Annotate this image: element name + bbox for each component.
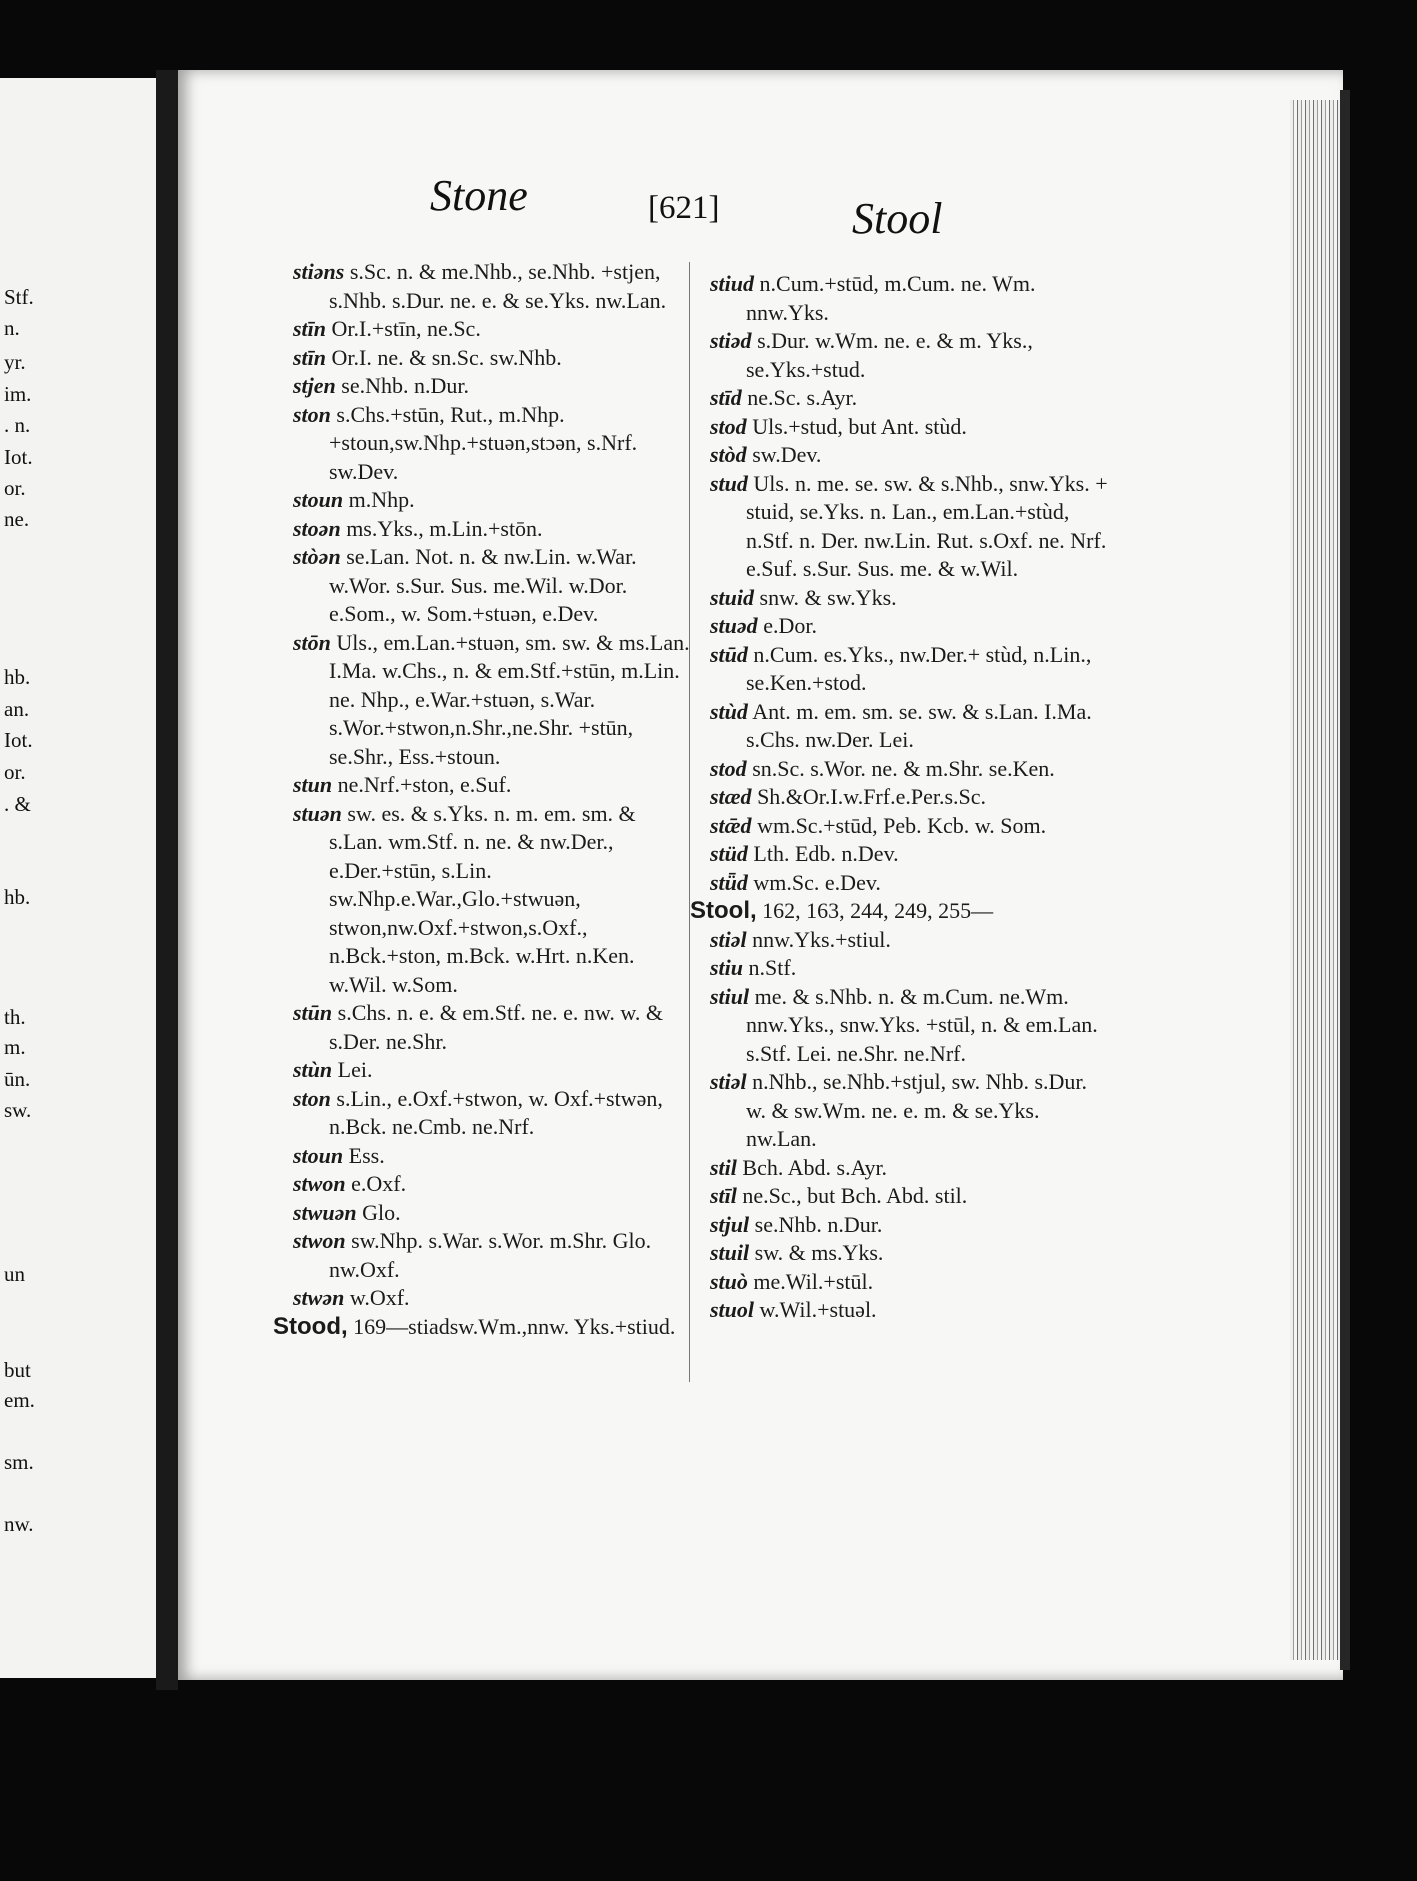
dictionary-entry: [283, 486, 693, 515]
dictionary-entry: [700, 612, 1110, 641]
entry-text: ne.Nrf.+ston, e.Suf.: [337, 772, 512, 797]
dictionary-entry: [283, 543, 693, 629]
dictionary-entry: [700, 413, 1110, 442]
entry-word: stiəns: [293, 259, 345, 284]
dictionary-entry: [700, 470, 1110, 584]
entry-word: stiəd: [710, 328, 752, 353]
stood-entry: [273, 1312, 693, 1342]
entry-text: wm.Sc. e.Dev.: [753, 869, 881, 895]
entry-text: se.Nhb. n.Dur.: [341, 373, 470, 398]
left-page-text-fragment: ne.: [4, 507, 30, 531]
entry-text: Uls.+stud, but Ant. stùd.: [752, 413, 967, 439]
entry-text: e.Oxf.: [351, 1171, 407, 1196]
entry-word: stīn: [293, 316, 327, 341]
entry-text: s.Lin., e.Oxf.+stwon, w. Oxf.+stwən, n.Bck. ne.Cmb. ne.Nrf.: [329, 1085, 663, 1139]
entry-word: stòən: [293, 544, 341, 569]
entry-word: stun: [293, 772, 333, 797]
entry-text: s.Chs.+stūn, Rut., m.Nhp. +stoun,sw.Nhp.+stuən,stɔən, s.Nrf. sw.Dev.: [329, 401, 638, 484]
left-page-text-fragment: hb.: [4, 665, 31, 689]
dictionary-entry: [283, 344, 693, 373]
entry-word: stuò: [710, 1268, 748, 1294]
entry-text: se.Nhb. n.Dur.: [754, 1211, 883, 1237]
header-left-word: Stone: [430, 171, 528, 220]
dictionary-entry: [283, 1227, 693, 1284]
entry-word: stüd: [710, 841, 748, 866]
dictionary-entry: [700, 783, 1110, 812]
entry-text: me. & s.Nhb. n. & m.Cum. ne.Wm. nnw.Yks., snw.Yks. +stūl, n. & em.Lan. s.Stf. Lei. ne.Shr. ne.Nrf.: [746, 983, 1098, 1066]
dictionary-entry: [700, 954, 1110, 983]
entry-word: ston: [293, 401, 331, 427]
left-page-text-fragment: sm.: [4, 1450, 34, 1474]
dictionary-entry: [283, 771, 693, 800]
dictionary-entry: [700, 1068, 1110, 1154]
entry-word: stoun: [293, 1142, 344, 1168]
left-page-text-fragment: or.: [4, 476, 26, 500]
dictionary-entry: [700, 869, 1110, 898]
left-column: [273, 258, 693, 1341]
entry-word: stoun: [293, 487, 344, 512]
book-gutter: [156, 70, 178, 1690]
entry-text: Lth. Edb. n.Dev.: [753, 841, 899, 866]
entry-word: ston: [293, 1085, 331, 1111]
dictionary-entry: [700, 1211, 1110, 1240]
entry-text: Sh.&Or.I.w.Frf.e.Per.s.Sc.: [757, 784, 987, 809]
entry-text: nnw.Yks.+stiul.: [752, 926, 891, 952]
entry-word: stūn: [293, 1000, 333, 1025]
right-column: [690, 270, 1110, 1325]
dictionary-entry: [700, 1296, 1110, 1325]
entry-text: snw. & sw.Yks.: [759, 584, 897, 610]
dictionary-entry: [700, 1268, 1110, 1297]
left-page-text-fragment: nw.: [4, 1512, 34, 1536]
stood-entry-text: 169—stiadsw.Wm.,nnw. Yks.+stiud.: [353, 1313, 676, 1339]
dictionary-entry: [700, 755, 1110, 784]
left-page-text-fragment: an.: [4, 697, 30, 721]
entry-word: stuəd: [710, 613, 758, 638]
entry-word: stùd: [710, 698, 748, 724]
entry-word: stil: [710, 1154, 737, 1180]
left-page-text-fragment: but: [4, 1358, 31, 1382]
dictionary-entry: [700, 384, 1110, 413]
dictionary-entry: [283, 401, 693, 487]
left-page-text-fragment: ūn.: [4, 1067, 31, 1091]
dictionary-entry: [283, 258, 693, 315]
entry-word: stud: [710, 470, 748, 496]
dictionary-entry: [283, 1199, 693, 1228]
dictionary-entry: [283, 800, 693, 1000]
left-page-text-fragment: . n.: [4, 413, 31, 437]
entry-text: sw.Nhp. s.War. s.Wor. m.Shr. Glo. nw.Oxf.: [329, 1228, 652, 1282]
left-page-text-fragment: . &: [4, 792, 31, 816]
dictionary-entry: [700, 641, 1110, 698]
entry-text: Uls., em.Lan.+stuən, sm. sw. & ms.Lan. I.Ma. w.Chs., n. & em.Stf.+stūn, m.Lin. ne. Nhp., e.War.+stuən, s.War. s.Wor.+stwon,n.Shr.,ne.Shr. +stūn, se.Shr., Ess.+stoun.: [329, 629, 690, 769]
dictionary-entry: [700, 1182, 1110, 1211]
left-page-text-fragment: or.: [4, 760, 26, 784]
entry-word: stǖd: [710, 869, 748, 895]
entry-word: stǣd: [710, 812, 752, 838]
left-page-text-fragment: un: [4, 1262, 25, 1286]
entry-word: stiud: [710, 271, 755, 296]
left-page-text-fragment: em.: [4, 1388, 35, 1412]
entry-text: n.Nhb., se.Nhb.+stjul, sw. Nhb. s.Dur. w. & sw.Wm. ne. e. m. & se.Yks. nw.Lan.: [746, 1069, 1088, 1151]
dictionary-entry: [700, 926, 1110, 955]
stool-entry-text: 162, 163, 244, 249, 255—: [762, 898, 994, 923]
dictionary-entry: [700, 812, 1110, 841]
left-page-text-fragment: sw.: [4, 1098, 32, 1122]
entry-text: w.Oxf.: [349, 1285, 410, 1310]
entry-word: stwon: [293, 1228, 346, 1253]
entry-word: stoən: [293, 515, 341, 541]
entry-word: stiəl: [710, 926, 747, 952]
entry-text: sw.Dev.: [752, 442, 822, 467]
entry-word: stuil: [710, 1240, 750, 1265]
entry-text: n.Cum. es.Yks., nw.Der.+ stùd, n.Lin., se.Ken.+stod.: [746, 641, 1092, 695]
entry-word: stæd: [710, 784, 752, 809]
entry-word: stuid: [710, 584, 755, 610]
dictionary-entry: [700, 1239, 1110, 1268]
entry-text: s.Dur. w.Wm. ne. e. & m. Yks., se.Yks.+stud.: [746, 328, 1033, 382]
left-page-text-fragment: yr.: [4, 350, 26, 374]
dictionary-entry: [700, 441, 1110, 470]
cover-edge: [1340, 90, 1350, 1670]
entry-text: ne.Sc. s.Ayr.: [747, 385, 858, 410]
stood-headword: Stood,: [273, 1312, 348, 1340]
page-number: [621]: [648, 190, 720, 226]
dictionary-entry: [283, 629, 693, 772]
entry-word: stwon: [293, 1171, 346, 1196]
dictionary-entry: [700, 840, 1110, 869]
entry-text: Glo.: [362, 1199, 401, 1225]
entry-text: s.Sc. n. & me.Nhb., se.Nhb. +stjen, s.Nhb. s.Dur. ne. e. & se.Yks. nw.Lan.: [329, 259, 667, 313]
entry-text: me.Wil.+stūl.: [753, 1268, 874, 1294]
dictionary-entry: [700, 1154, 1110, 1183]
left-page-text-fragment: n.: [4, 316, 20, 340]
dictionary-entry: [700, 584, 1110, 613]
entry-word: stod: [710, 755, 747, 781]
dictionary-entry: [700, 270, 1110, 327]
left-page-text-fragment: th.: [4, 1005, 26, 1029]
entry-word: stùn: [293, 1057, 333, 1082]
entry-text: n.Stf.: [748, 955, 797, 980]
entry-text: sw. & ms.Yks.: [754, 1240, 884, 1265]
entry-word: stīl: [710, 1183, 737, 1208]
dictionary-entry: [700, 698, 1110, 755]
entry-word: stòd: [710, 442, 747, 467]
dictionary-entry: [283, 1284, 693, 1313]
entry-text: ne.Sc., but Bch. Abd. stil.: [742, 1183, 968, 1208]
stool-entry: [690, 897, 1110, 926]
dictionary-entry: [700, 327, 1110, 384]
entry-text: Ess.: [348, 1142, 385, 1168]
left-page-edge: [0, 78, 168, 1678]
left-page-text-fragment: Iot.: [4, 445, 33, 469]
left-page-text-fragment: Iot.: [4, 728, 33, 752]
entry-text: sw. es. & s.Yks. n. m. em. sm. & s.Lan. wm.Stf. n. ne. & nw.Der., e.Der.+stūn, s.Lin. sw.Nhp.e.War.,Glo.+stwuən, stwon,nw.Oxf.+stwon,s.Oxf., n.Bck.+ston, m.Bck. w.Hrt. n.Ken. w.Wil. w.Som.: [329, 800, 636, 997]
dictionary-entry: [283, 1056, 693, 1085]
entry-word: stiəl: [710, 1069, 747, 1094]
entry-text: n.Cum.+stūd, m.Cum. ne. Wm. nnw.Yks.: [746, 271, 1036, 325]
entry-text: Or.I.+stīn, ne.Sc.: [331, 316, 481, 341]
entry-text: Ant. m. em. sm. se. sw. & s.Lan. I.Ma. s.Chs. nw.Der. Lei.: [746, 698, 1092, 752]
entry-word: stīn: [293, 344, 327, 370]
entry-word: stuən: [293, 800, 342, 826]
header-right-word: Stool: [852, 194, 943, 243]
entry-word: stjul: [710, 1211, 750, 1237]
entry-text: Or.I. ne. & sn.Sc. sw.Nhb.: [331, 344, 562, 370]
entry-word: stwuən: [293, 1199, 357, 1225]
entry-text: Lei.: [337, 1057, 373, 1082]
entry-text: ms.Yks., m.Lin.+stōn.: [346, 515, 543, 541]
entry-word: stjen: [293, 373, 336, 398]
left-page-text-fragment: Stf.: [4, 285, 34, 309]
entry-word: stod: [710, 413, 747, 439]
entry-text: Bch. Abd. s.Ayr.: [742, 1154, 888, 1180]
entry-text: e.Dor.: [763, 613, 817, 638]
dictionary-entry: [700, 983, 1110, 1069]
dictionary-entry: [283, 1170, 693, 1199]
entry-word: stwən: [293, 1285, 345, 1310]
entry-word: stuol: [710, 1297, 755, 1322]
dictionary-entry: [283, 515, 693, 544]
dictionary-entry: [283, 372, 693, 401]
dictionary-entry: [283, 1085, 693, 1142]
entry-text: wm.Sc.+stūd, Peb. Kcb. w. Som.: [757, 812, 1047, 838]
entry-text: sn.Sc. s.Wor. ne. & m.Shr. se.Ken.: [752, 755, 1055, 781]
entry-text: s.Chs. n. e. & em.Stf. ne. e. nw. w. & s.Der. ne.Shr.: [329, 1000, 663, 1054]
entry-text: Uls. n. me. se. sw. & s.Nhb., snw.Yks. + stuid, se.Yks. n. Lan., em.Lan.+stùd, n.Stf. n. Der. nw.Lin. Rut. s.Oxf. ne. Nrf. e.Suf. s.Sur. Sus. me. & w.Wil.: [746, 470, 1108, 581]
entry-text: m.Nhp.: [348, 487, 415, 512]
stool-headword: Stool,: [690, 897, 757, 924]
entry-word: stiul: [710, 983, 750, 1009]
dictionary-entry: [283, 315, 693, 344]
left-page-text-fragment: m.: [4, 1035, 26, 1059]
entry-text: w.Wil.+stuəl.: [759, 1297, 877, 1322]
left-page-text-fragment: im.: [4, 382, 32, 406]
dictionary-entry: [283, 999, 693, 1056]
entry-word: stīd: [710, 385, 742, 410]
entry-word: stiu: [710, 955, 744, 980]
left-page-text-fragment: hb.: [4, 885, 31, 909]
dictionary-entry: [283, 1142, 693, 1171]
entry-word: stōn: [293, 629, 331, 655]
entry-text: se.Lan. Not. n. & nw.Lin. w.War. w.Wor. s.Sur. Sus. me.Wil. w.Dor. e.Som., w. Som.+stuən, e.Dev.: [329, 544, 637, 626]
entry-word: stūd: [710, 641, 748, 667]
